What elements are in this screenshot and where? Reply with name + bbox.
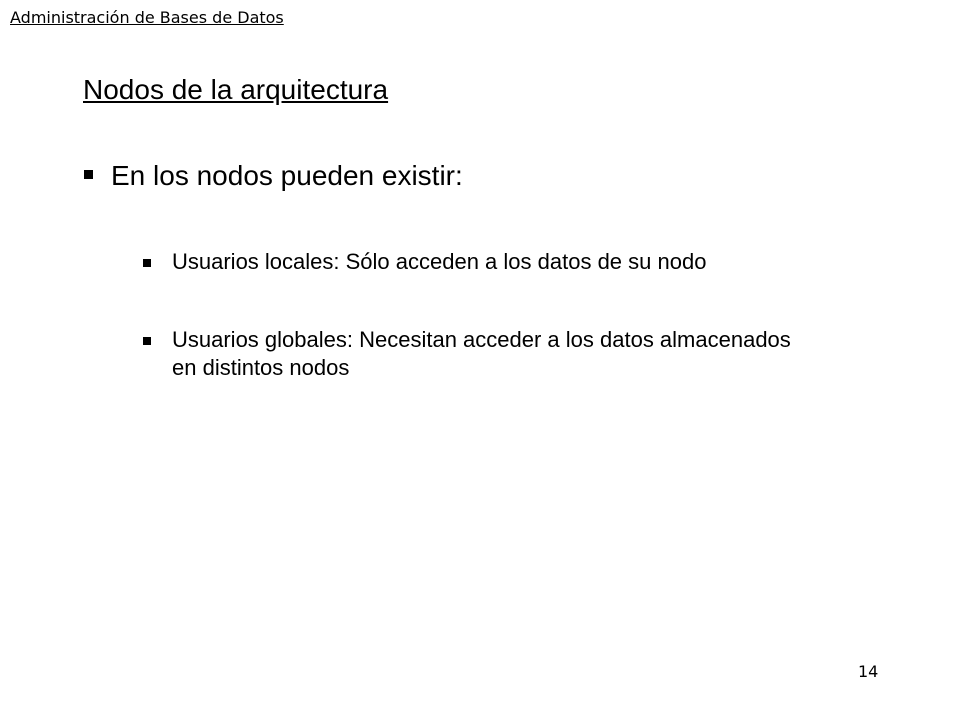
page-number: 14 [858,662,879,681]
sub-bullet-text: Usuarios locales: Sólo acceden a los datos de su nodo [172,249,707,274]
square-bullet-icon [143,337,151,345]
square-bullet-icon [143,259,151,267]
bullet-text: En los nodos pueden existir: [111,160,463,191]
sub-bullet-text: Usuarios globales: Necesitan acceder a los datos almacenados en distintos nodos [172,327,791,380]
square-bullet-icon [84,170,93,179]
slide-title: Nodos de la arquitectura [83,74,389,105]
sub-bullet-item [143,326,812,382]
course-header-link[interactable]: Administración de Bases de Datos [10,8,284,27]
sub-bullet-item [143,248,812,276]
bullet-item [84,160,463,192]
